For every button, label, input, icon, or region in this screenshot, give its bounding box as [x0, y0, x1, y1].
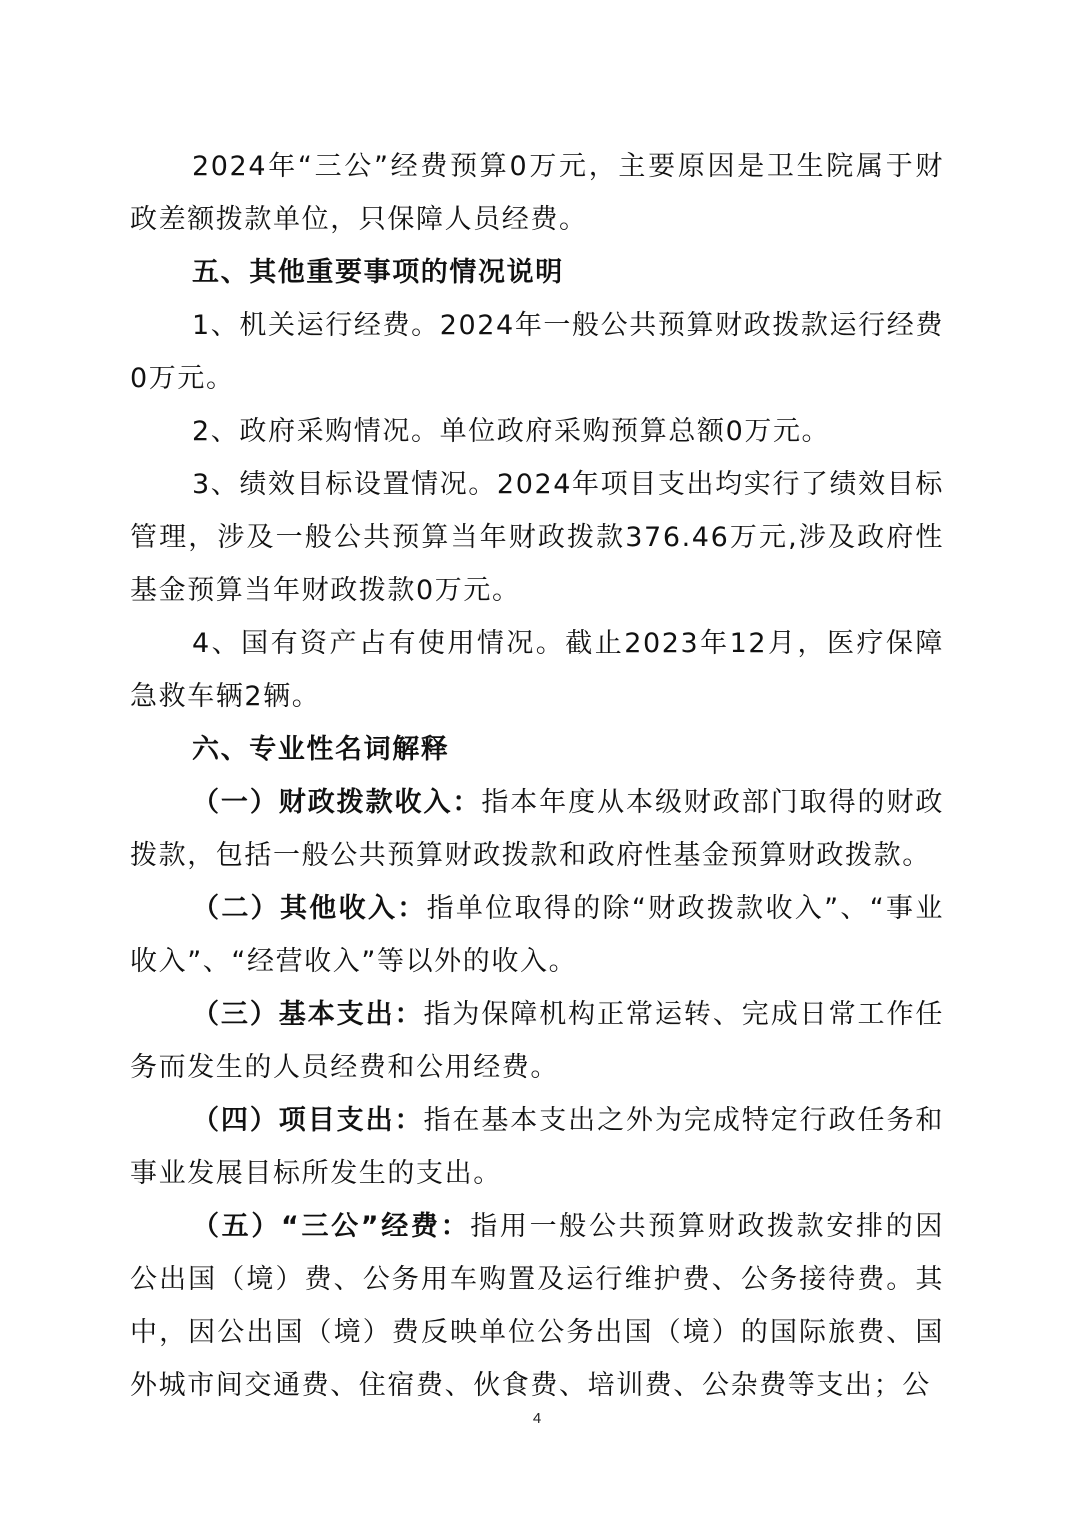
paragraph-text: 2、政府采购情况。单位政府采购预算总额0万元。 — [192, 416, 831, 447]
paragraph-government-procurement — [130, 405, 944, 458]
glossary-definition: 指本年度从本级财政部门取得的财政拨款，包括一般公共预算财政拨款和政府性基金预算财政拨款。 — [130, 787, 944, 871]
heading-text: 六、专业性名词解释 — [192, 734, 450, 765]
glossary-item-basic-expenditure — [130, 988, 944, 1094]
glossary-term: （二）其他收入： — [192, 893, 427, 924]
page-number: 4 — [532, 1410, 542, 1427]
paragraph-three-public-budget — [130, 140, 944, 246]
paragraph-text: 1、机关运行经费。2024年一般公共预算财政拨款运行经费0万元。 — [130, 310, 944, 394]
glossary-definition: 指用一般公共预算财政拨款安排的因公出国（境）费、公务用车购置及运行维护费、公务接待费。其中，因公出国（境）费反映单位公务出国（境）的国际旅费、国外城市间交通费、住宿费、伙食费、培训费、公杂费等支出；公 — [130, 1211, 944, 1401]
section-heading-other-matters — [130, 246, 944, 299]
glossary-definition: 指为保障机构正常运转、完成日常工作任务而发生的人员经费和公用经费。 — [130, 999, 944, 1083]
glossary-item-fiscal-appropriation — [130, 776, 944, 882]
paragraph-performance-targets — [130, 458, 944, 617]
glossary-term: （三）基本支出： — [192, 999, 424, 1030]
document-body — [130, 140, 944, 1412]
paragraph-state-assets — [130, 617, 944, 723]
glossary-term: （五）“三公”经费： — [192, 1211, 471, 1242]
paragraph-operating-expenses — [130, 299, 944, 405]
glossary-definition: 指单位取得的除“财政拨款收入”、“事业收入”、“经营收入”等以外的收入。 — [130, 893, 944, 977]
paragraph-text: 2024年“三公”经费预算0万元，主要原因是卫生院属于财政差额拨款单位，只保障人员经费。 — [130, 151, 944, 235]
paragraph-text: 4、国有资产占有使用情况。截止2023年12月，医疗保障急救车辆2辆。 — [130, 628, 944, 712]
glossary-term: （一）财政拨款收入： — [192, 787, 482, 818]
heading-text: 五、其他重要事项的情况说明 — [192, 257, 564, 288]
section-heading-glossary — [130, 723, 944, 776]
glossary-item-three-public-expenses — [130, 1200, 944, 1412]
glossary-term: （四）项目支出： — [192, 1105, 424, 1136]
paragraph-text: 3、绩效目标设置情况。2024年项目支出均实行了绩效目标管理，涉及一般公共预算当年财政拨款376.46万元,涉及政府性基金预算当年财政拨款0万元。 — [130, 469, 944, 606]
glossary-item-project-expenditure — [130, 1094, 944, 1200]
glossary-definition: 指在基本支出之外为完成特定行政任务和事业发展目标所发生的支出。 — [130, 1105, 944, 1189]
glossary-item-other-income — [130, 882, 944, 988]
